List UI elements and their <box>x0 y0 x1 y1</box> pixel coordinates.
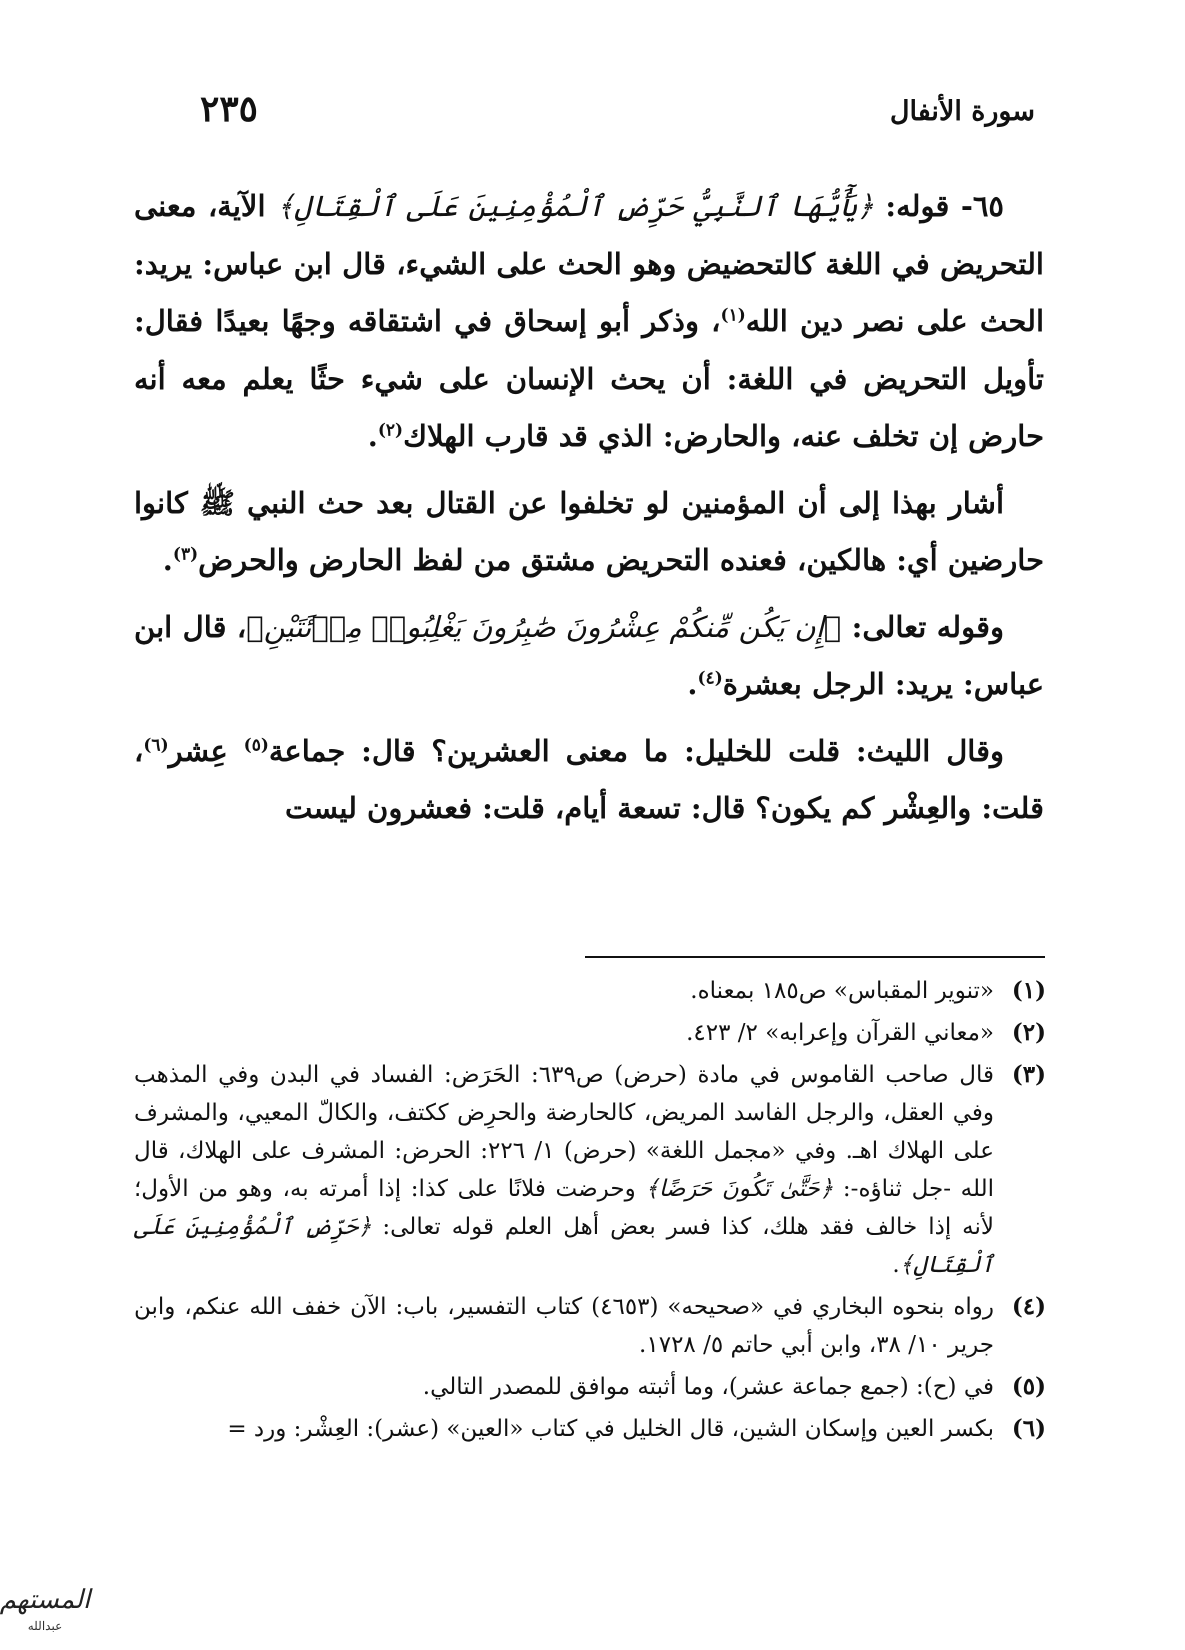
footnote-number: (٢) <box>1011 1019 1046 1046</box>
quran-quote: ﴿حَرِّضِ ٱلْمُؤْمِنِينَ عَلَى ٱلْقِتَالِ﴾ <box>134 1214 994 1278</box>
footnote-text <box>134 1368 994 1406</box>
footnote <box>134 1056 1046 1284</box>
footnote-ref: (٣) <box>172 544 199 565</box>
text-run: «تنوير المقباس» ص١٨٥ بمعناه. <box>690 978 994 1004</box>
text-run: . <box>687 667 698 701</box>
text-run: . <box>892 1252 900 1278</box>
footnote-text <box>134 1410 994 1448</box>
footnote-ref: (٦) <box>143 734 169 755</box>
footnote-number: (٣) <box>1011 1061 1046 1088</box>
footnote-number: (٥) <box>1011 1373 1046 1400</box>
footnote-ref: (١) <box>720 305 746 326</box>
footnote-divider <box>585 956 1045 958</box>
paragraph <box>134 723 1044 838</box>
footnote-number: (٤) <box>1011 1293 1046 1320</box>
quran-quote: ﴿حَتَّىٰ تَكُونَ حَرَضًا﴾ <box>645 1176 834 1202</box>
footnote-number: (١) <box>1011 977 1046 1004</box>
main-text <box>134 178 1044 847</box>
text-run: أشار بهذا إلى أن المؤمنين لو تخلفوا عن القتال بعد حث النبي ﷺ كانوا حارضين أي: هالكين، فعنده التحريض مشتق من لفظ الحارض والحرض <box>134 485 1044 577</box>
footnote-text <box>134 1056 994 1284</box>
page-number: ٢٣٥ <box>200 88 259 130</box>
paragraph <box>134 599 1044 714</box>
footnote-text <box>134 972 994 1010</box>
footnote <box>134 972 1046 1010</box>
quran-quote: ﴿إِن يَكُن مِّنكُمْ عِشْرُونَ صَٰبِرُونَ يَغْلِبُوا۟ مِا۟ئَتَيْنِ﴾ <box>246 609 842 644</box>
text-run: قال صاحب القاموس في مادة (حرض) ص٦٣٩: الحَرَض: الفساد في البدن وفي المذهب وفي العقل، والرجل الفاسد المريض، كالحارضة والحرِض ككتف، والكالّ المعيي، والمشرف على الهلاك اهـ. وفي «مجمل اللغة» (حرض) ١/ ٢٢٦: الحرض: المشرف على الهلاك، قال الله -جل ثناؤه-: <box>134 1062 994 1202</box>
paragraph <box>134 178 1044 466</box>
footnote-ref: (٥) <box>243 734 269 755</box>
watermark-text: المستهم <box>0 1585 91 1615</box>
footnote <box>134 1410 1046 1448</box>
watermark-subtext: عبدالله <box>27 1619 63 1633</box>
text-run: الآية، معنى التحريض في اللغة كالتحضيض وهو الحث على الشيء، قال ابن عباس: يريد: الحث على نصر دين الله <box>134 189 1044 338</box>
text-run: ٦٥- قوله: <box>873 189 1005 223</box>
text-run: . <box>162 543 173 577</box>
paragraph <box>134 475 1044 590</box>
text-run: . <box>367 419 378 453</box>
text-run: عِشر <box>168 733 244 768</box>
text-run: ، قلت: والعِشْر كم يكون؟ قال: تسعة أيام، قلت: فعشرون ليست <box>134 733 1044 825</box>
footnote-number: (٦) <box>1011 1415 1046 1442</box>
quran-quote: ﴿يَٰٓأَيُّهَا ٱلنَّبِيُّ حَرِّضِ ٱلْمُؤْمِنِينَ عَلَى ٱلْقِتَالِ﴾ <box>277 189 874 223</box>
footnote-ref: (٢) <box>377 420 404 441</box>
text-run: رواه بنحوه البخاري في «صحيحه» (٤٦٥٣) كتاب التفسير، باب: الآن خفف الله عنكم، وابن جرير ١٠/ ٣٨، وابن أبي حاتم ٥/ ١٧٢٨. <box>134 1294 994 1358</box>
page-header <box>200 88 1035 138</box>
footnote <box>134 1368 1046 1406</box>
text-run: بكسر العين وإسكان الشين، قال الخليل في كتاب «العين» (عشر): العِشْر: ورد = <box>227 1416 994 1442</box>
footnote <box>134 1288 1046 1364</box>
text-run: «معاني القرآن وإعرابه» ٢/ ٤٢٣. <box>686 1020 994 1046</box>
surah-name: سورة الأنفال <box>889 96 1035 127</box>
footnote-ref: (٤) <box>697 668 723 689</box>
footnotes <box>134 972 1046 1452</box>
footnote-text <box>134 1014 994 1052</box>
text-run: ، قال ابن عباس: يريد: الرجل بعشرة <box>134 609 1044 701</box>
footnote <box>134 1014 1046 1052</box>
watermark-logo <box>0 1568 91 1644</box>
text-run: وقوله تعالى: <box>841 609 1004 644</box>
text-run: وحرضت فلانًا على كذا: إذا أمرته به، وهو من الأول؛ لأنه إذا خالف فقد هلك، كذا فسر بعض أهل العلم قوله تعالى: <box>134 1176 994 1240</box>
footnote-text <box>134 1288 994 1364</box>
text-run: ، وذكر أبو إسحاق في اشتقاقه وجهًا بعيدًا فقال: تأويل التحريض في اللغة: أن يحث الإنسان على شيء حثًا يعلم معه أنه حارض إن تخلف عنه، والحارض: الذي قد قارب الهلاك <box>134 304 1044 453</box>
text-run: في (ح): (جمع جماعة عشر)، وما أثبته موافق للمصدر التالي. <box>422 1374 994 1400</box>
text-run: وقال الليث: قلت للخليل: ما معنى العشرين؟ قال: جماعة <box>268 733 1004 768</box>
